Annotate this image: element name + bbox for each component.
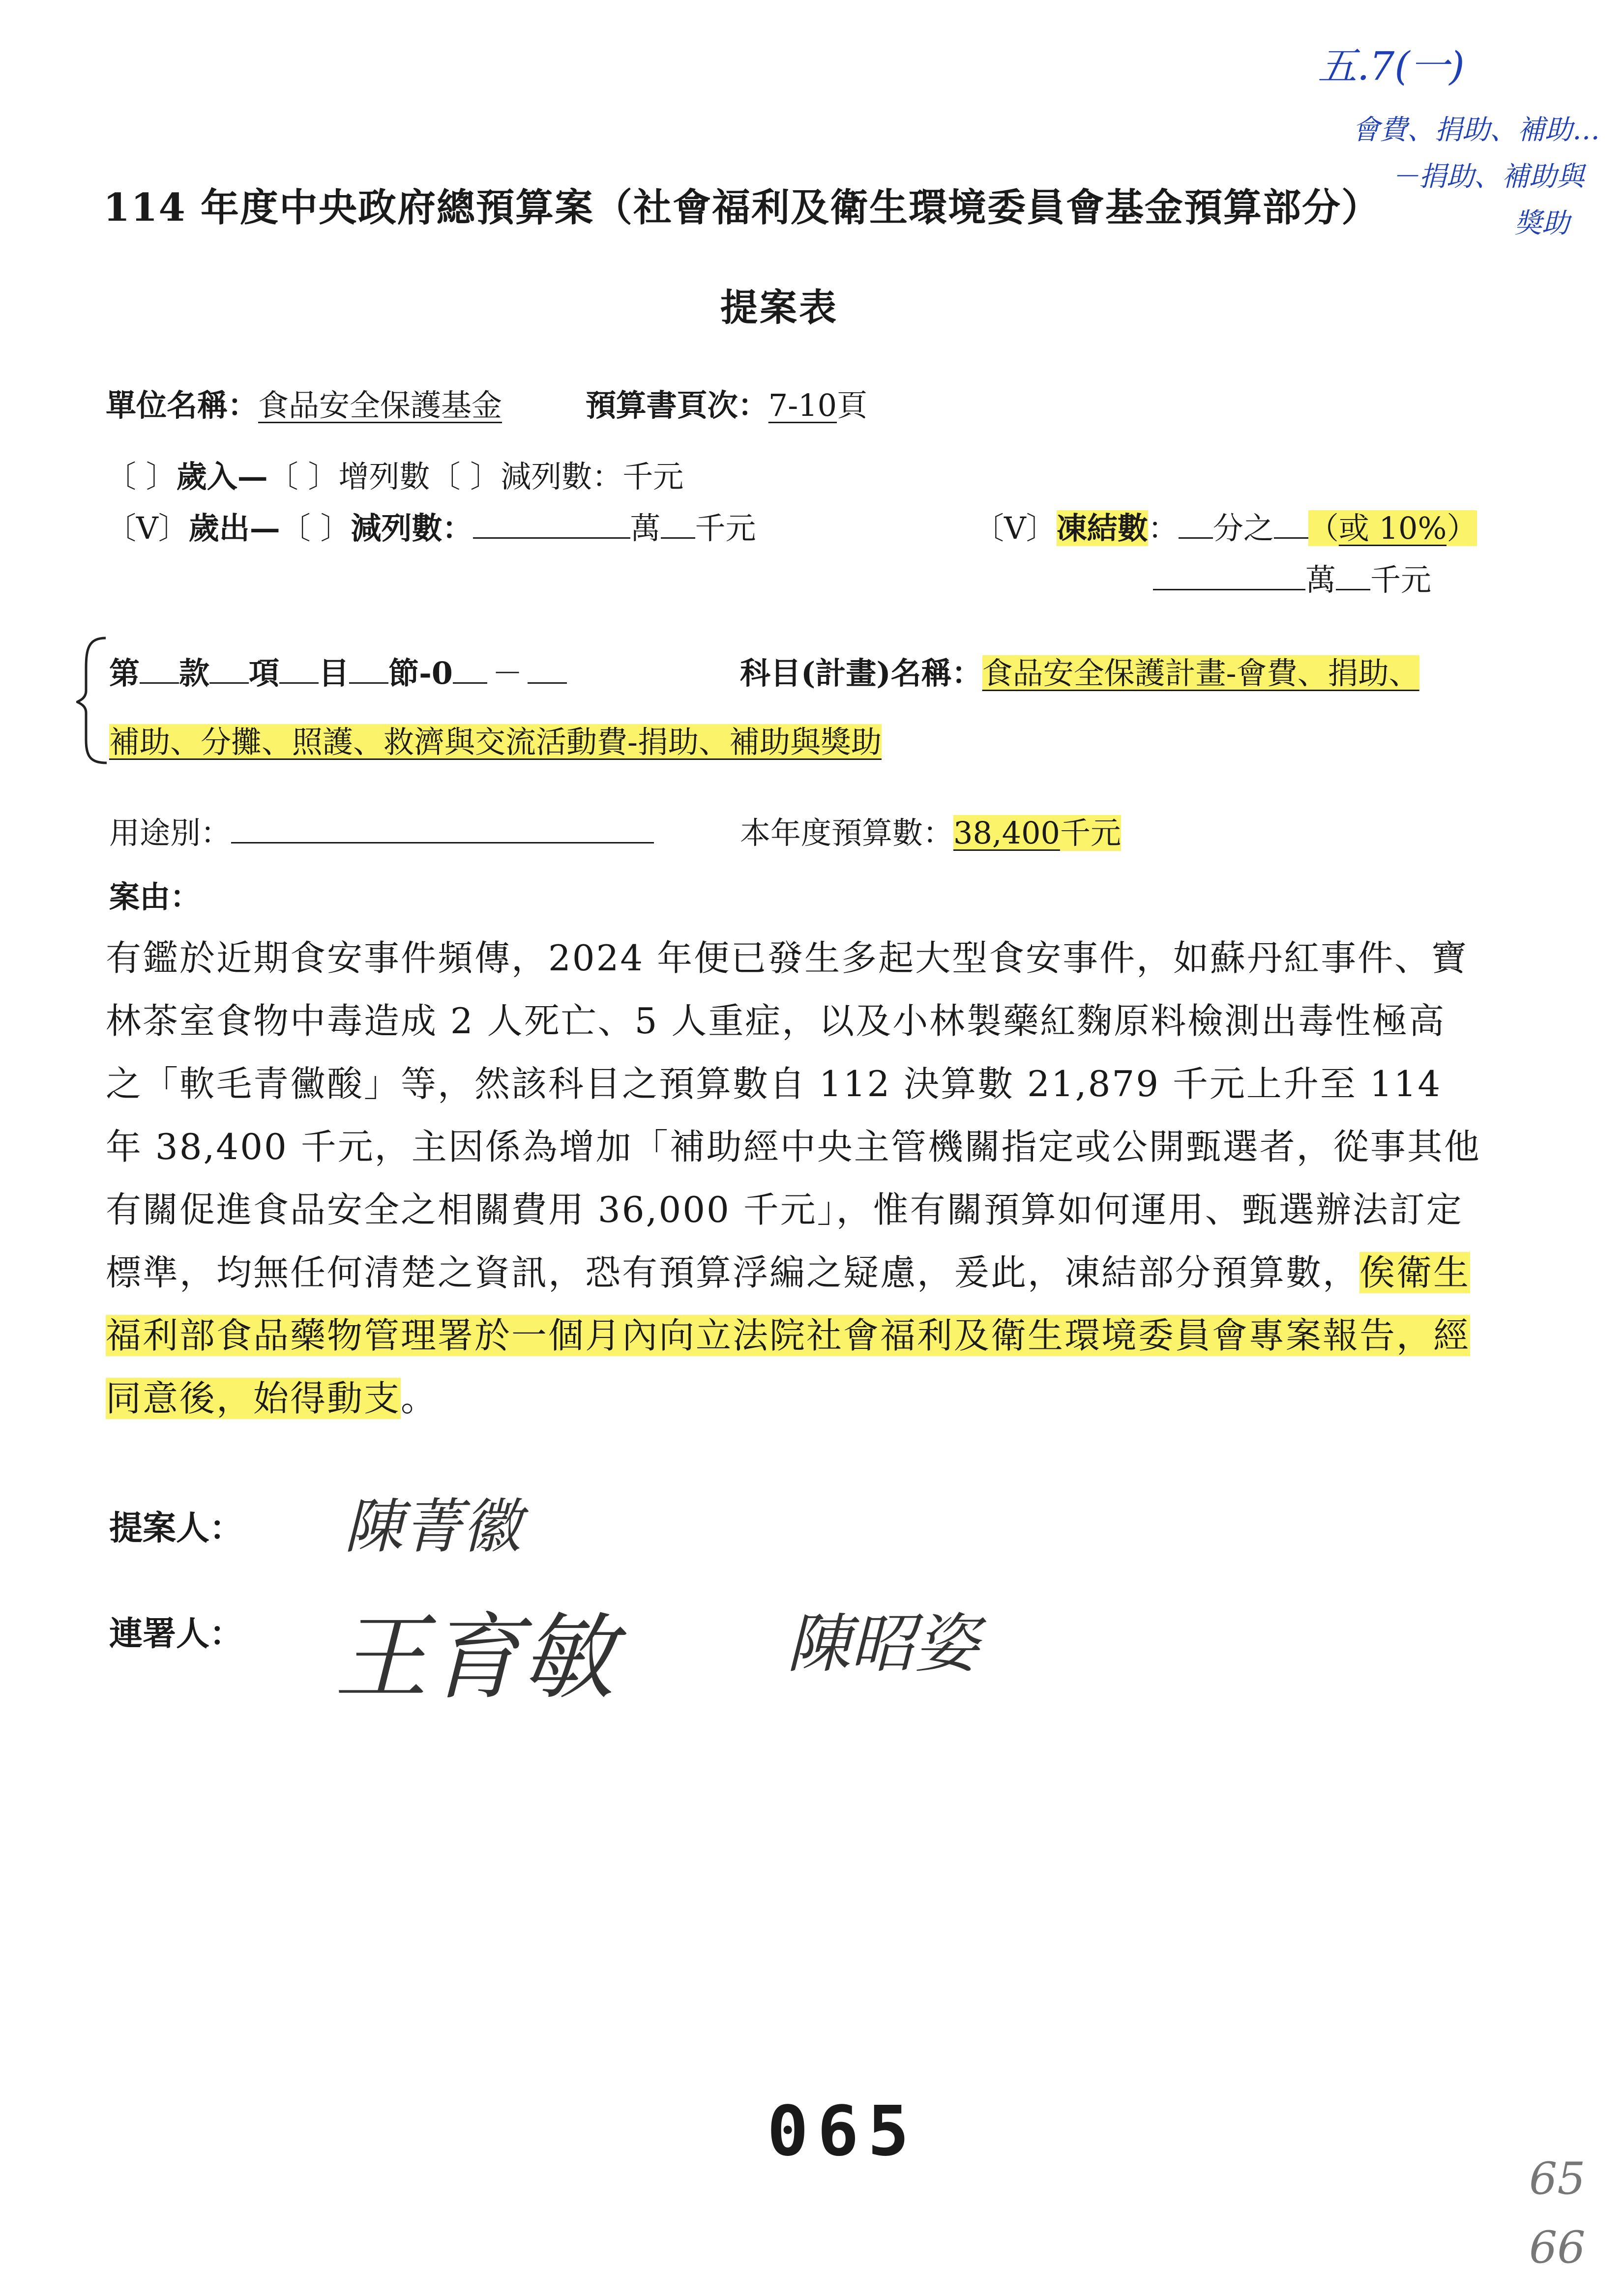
jie-blank-3 bbox=[528, 658, 567, 684]
reason-text-end: 。 bbox=[401, 1378, 438, 1419]
unit-row bbox=[106, 381, 867, 425]
freeze-colon: ： bbox=[1148, 510, 1179, 546]
freeze-label: 凍結數 bbox=[1056, 510, 1148, 546]
cosigner-label: 連署人： bbox=[109, 1614, 243, 1654]
mu-blank bbox=[279, 658, 319, 684]
freeze-row bbox=[974, 504, 1477, 548]
wan-unit: 萬 bbox=[630, 510, 661, 546]
handwritten-brace bbox=[76, 634, 111, 767]
decrease-label: 減列數：千元 bbox=[501, 459, 684, 494]
revenue-checkbox: 〔 〕 bbox=[106, 459, 177, 494]
budget-unit: 千元 bbox=[1060, 815, 1121, 851]
usage-blank bbox=[231, 817, 654, 843]
reason-text bbox=[106, 927, 1482, 1430]
fraction-blank-2 bbox=[1274, 513, 1308, 539]
increase-checkbox: 〔 〕 bbox=[267, 459, 339, 494]
freeze-amount-blank-wan bbox=[1153, 564, 1305, 590]
fraction-label: 分之 bbox=[1212, 510, 1274, 546]
reason-text-highlight: 俟衛生福利部食品藥物管理署於一個月內向立法院社會福利及衛生環境委員會專案報告，經同意後，始得動支 bbox=[106, 1252, 1471, 1419]
freeze-qian-unit: 千元 bbox=[1370, 562, 1432, 598]
document-title: 114 年度中央政府總預算案（社會福利及衛生環境委員會基金預算部分） bbox=[103, 185, 1381, 230]
increase-label: 增列數 bbox=[338, 459, 430, 494]
unit-value: 食品安全保護基金 bbox=[258, 387, 502, 423]
expenditure-checkbox: 〔V〕 bbox=[106, 510, 189, 546]
freeze-checkbox: 〔V〕 bbox=[974, 510, 1057, 546]
decrease-checkbox: 〔 〕 bbox=[430, 459, 501, 494]
kuan-label: 第 bbox=[109, 655, 140, 691]
annotation-line-4: 獎助 bbox=[1514, 207, 1569, 239]
document-subtitle: 提案表 bbox=[720, 286, 838, 329]
page-suffix: 頁 bbox=[837, 387, 868, 423]
qian-unit: 千元 bbox=[695, 510, 756, 546]
annotation-line-3: －捐助、補助與 bbox=[1391, 161, 1584, 193]
freeze-amount-row bbox=[1153, 555, 1431, 599]
unit-label: 單位名稱： bbox=[106, 387, 259, 423]
reason-text-plain: 有鑑於近期食安事件頻傳，2024 年便已發生多起大型食安事件，如蘇丹紅事件、寶林茶室食物中毒造成 2 人死亡、5 人重症，以及小林製藥紅麴原料檢測出毒性極高之「軟毛青黴酸」等，然該科目之預算數自 112 決算數 21,879 千元上升至 114 年 38,400 千元，主因係為增加「補助經中央主管機關指定或公開甄選者，從事其他有關促進食品安全之相關費用 36,000 千元」，惟有關預算如何運用、甄選辦法訂定標準，均無任何清楚之資訊，恐有預算浮編之疑慮，爰此，凍結部分預算數， bbox=[106, 937, 1481, 1293]
page-value: 7-10 bbox=[768, 387, 837, 423]
annotation-line-1: 五.7(一) bbox=[1318, 43, 1465, 89]
budget-row bbox=[740, 809, 1121, 852]
usage-row bbox=[109, 809, 654, 852]
handwritten-annotation bbox=[1308, 34, 1613, 265]
amount-blank-qian bbox=[661, 513, 695, 539]
annotation-line-2: 會費、捐助、補助… bbox=[1352, 114, 1600, 146]
jie-blank bbox=[349, 658, 388, 684]
margin-note-1: 65 bbox=[1529, 2153, 1586, 2205]
revenue-label: 歲入— bbox=[176, 459, 268, 494]
revenue-row bbox=[106, 452, 683, 496]
subject-name-row-2 bbox=[109, 718, 882, 761]
reason-label: 案由： bbox=[109, 879, 201, 915]
cosigner-signature-1: 王育敏 bbox=[334, 1603, 615, 1712]
subject-name-value-2: 補助、分攤、照護、救濟與交流活動費-捐助、補助與獎助 bbox=[109, 724, 882, 760]
proposer-label: 提案人： bbox=[109, 1509, 243, 1548]
or-percent: 或 10% bbox=[1338, 510, 1447, 546]
xiang-label: 項 bbox=[249, 655, 280, 691]
xiang-blank bbox=[209, 658, 249, 684]
fraction-blank-1 bbox=[1179, 513, 1213, 539]
expenditure-label: 歲出— bbox=[188, 510, 280, 546]
subject-name-value-1: 食品安全保護計畫-會費、捐助、 bbox=[982, 655, 1419, 691]
subject-row bbox=[109, 649, 567, 693]
or-close: ） bbox=[1447, 510, 1477, 546]
jie-dash: － bbox=[492, 655, 523, 691]
jie-label: 節-0 bbox=[388, 655, 453, 691]
expenditure-decrease-label: 減列數： bbox=[351, 510, 473, 546]
mu-label: 目 bbox=[319, 655, 350, 691]
budget-value: 38,400 bbox=[953, 815, 1060, 851]
budget-label: 本年度預算數： bbox=[740, 815, 954, 851]
expenditure-row bbox=[106, 504, 756, 548]
page-number: 065 bbox=[767, 2092, 918, 2172]
kuan-blank bbox=[140, 658, 179, 684]
or-open: （ bbox=[1308, 510, 1339, 546]
kuan2-label: 款 bbox=[179, 655, 210, 691]
subject-name-row bbox=[740, 649, 1419, 693]
jie-blank-2 bbox=[453, 658, 487, 684]
subject-name-label: 科目(計畫)名稱： bbox=[740, 655, 982, 691]
margin-note-2: 66 bbox=[1529, 2222, 1586, 2273]
proposer-signature: 陳菁徽 bbox=[344, 1493, 521, 1561]
expenditure-decrease-checkbox: 〔 〕 bbox=[280, 510, 351, 546]
page-label: 預算書頁次： bbox=[585, 387, 768, 423]
freeze-wan-unit: 萬 bbox=[1305, 562, 1336, 598]
usage-label: 用途別： bbox=[109, 815, 232, 851]
amount-blank-wan bbox=[473, 513, 630, 539]
freeze-amount-blank-qian bbox=[1336, 564, 1370, 590]
cosigner-signature-2: 陳昭姿 bbox=[787, 1606, 979, 1681]
